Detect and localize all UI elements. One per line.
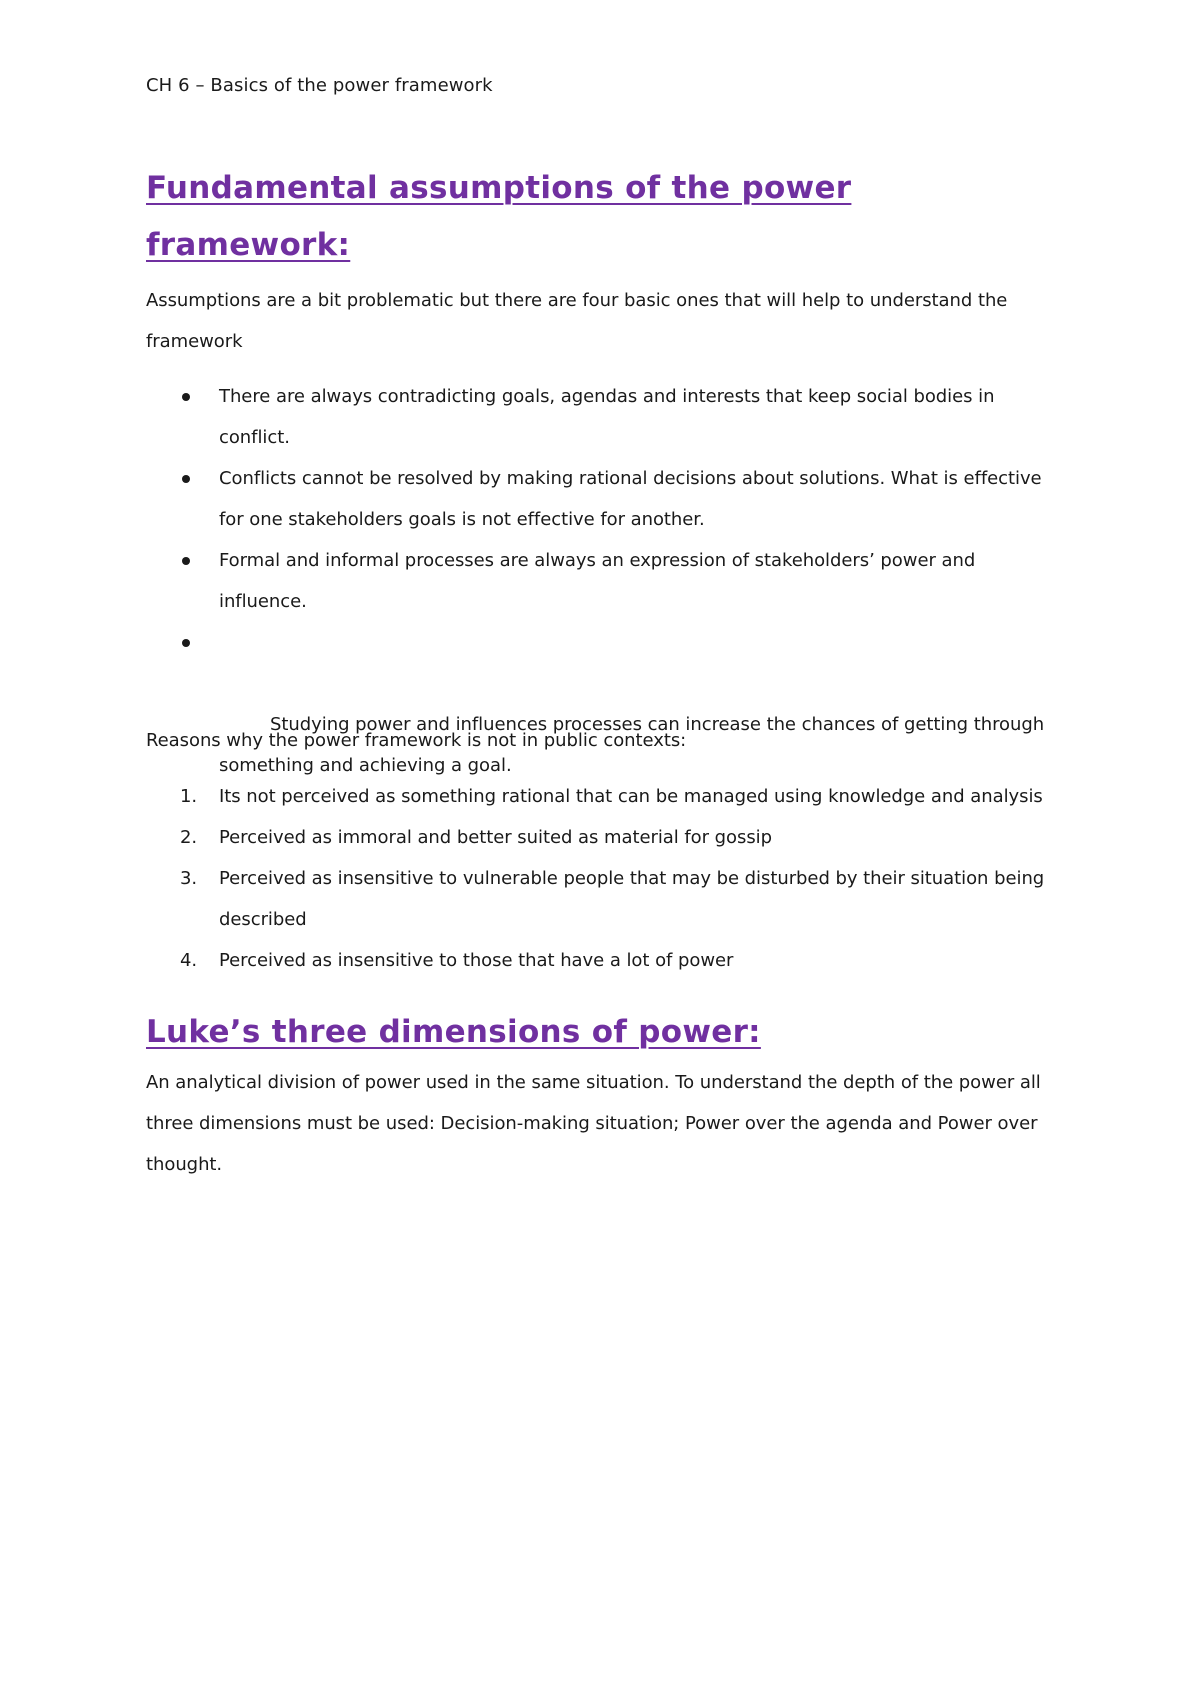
- lukes-paragraph: An analytical division of power used in the same situation. To understand the depth of the power all three dimensions must be used: Decision-making situation; Power over the agenda and Power over thought.: [146, 1072, 1041, 1175]
- list-number: 1.: [180, 786, 198, 807]
- reasons-intro-paragraph: Reasons why the power framework is not in public contexts:: [146, 730, 687, 751]
- list-item-text: There are always contradicting goals, agendas and interests that keep social bodies in conflict.: [219, 386, 995, 448]
- heading-lukes-dimensions: Luke’s three dimensions of power:: [146, 1014, 761, 1050]
- list-item-text: Studying power and influences processes can increase the chances of getting through something and achieving a goal.: [219, 714, 1050, 776]
- bullet-icon: [182, 475, 190, 483]
- list-item: [146, 458, 1066, 540]
- document-header: CH 6 – Basics of the power framework: [146, 75, 493, 96]
- intro-paragraph: Assumptions are a bit problematic but there are four basic ones that will help to understand the framework: [146, 290, 1008, 352]
- list-number: 4.: [180, 950, 198, 971]
- list-number: 3.: [180, 868, 198, 889]
- list-item-text: Perceived as insensitive to vulnerable people that may be disturbed by their situation being described: [219, 868, 1045, 930]
- bullet-icon: [182, 393, 190, 401]
- list-item-text: Perceived as insensitive to those that have a lot of power: [219, 950, 734, 971]
- list-item-text: Formal and informal processes are always an expression of stakeholders’ power and influence.: [219, 550, 976, 612]
- list-item: [146, 858, 1066, 940]
- list-item: [146, 940, 1066, 981]
- reasons-list: [146, 776, 1066, 981]
- heading-fundamental-assumptions: Fundamental assumptions of the power framework:: [146, 170, 852, 263]
- list-item-text: Its not perceived as something rational that can be managed using knowledge and analysis: [219, 786, 1043, 807]
- list-item: [146, 540, 1066, 622]
- bullet-icon: [182, 639, 190, 647]
- bullet-icon: [182, 557, 190, 565]
- list-item: [146, 817, 1066, 858]
- list-item: [146, 376, 1066, 458]
- list-item-text: Perceived as immoral and better suited as material for gossip: [219, 827, 772, 848]
- list-item: [146, 776, 1066, 817]
- list-number: 2.: [180, 827, 198, 848]
- list-item-text: Conflicts cannot be resolved by making rational decisions about solutions. What is effective for one stakeholders goals is not effective for another.: [219, 468, 1042, 530]
